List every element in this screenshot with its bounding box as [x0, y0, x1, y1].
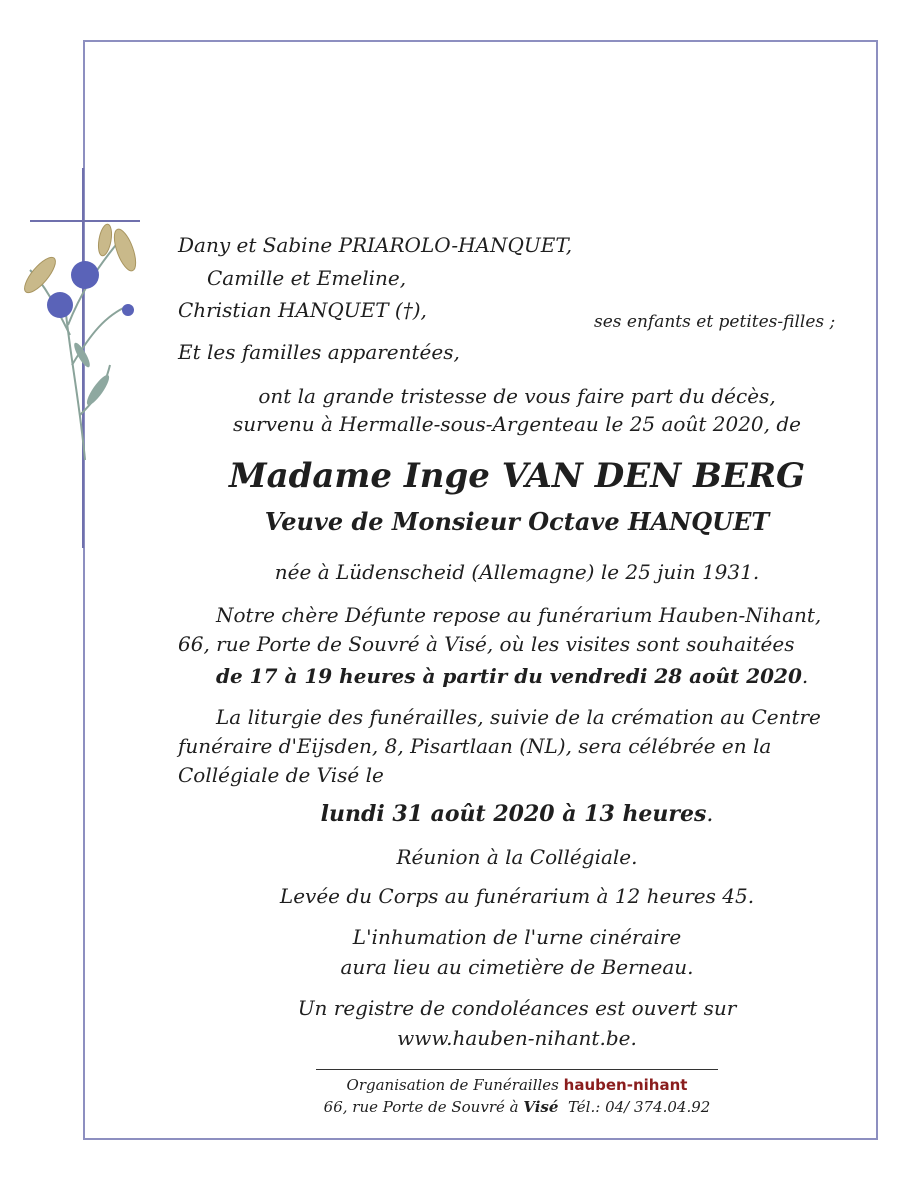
liturgy-line-1: La liturgie des funérailles, suivie de la crémation au Centre	[216, 705, 821, 729]
visitation-hours-text: de 17 à 19 heures à partir du vendredi 28 août 2020	[216, 664, 802, 688]
announcement-line-1: ont la grande tristesse de vous faire part du décès,	[258, 384, 776, 408]
footer-address-prefix: 66, rue Porte de Souvré à	[323, 1098, 519, 1116]
visitation-line-1: Notre chère Défunte repose au funérarium Hauben-Nihant,	[216, 603, 822, 627]
meeting-note: Réunion à la Collégiale.	[396, 845, 638, 869]
liturgy-date-end: .	[706, 802, 714, 827]
visitation-hours	[216, 662, 906, 691]
liturgy-date-text: lundi 31 août 2020 à 13 heures	[320, 801, 707, 827]
liturgy-line-2: funéraire d'Eijsden, 8, Pisartlaan (NL), sera célébrée en la	[178, 734, 772, 758]
visitation-hours-end: .	[801, 664, 809, 688]
family-relation: ses enfants et petites-filles ;	[594, 312, 836, 332]
levee-note: Levée du Corps au funérarium à 12 heures 45.	[279, 884, 755, 908]
footer-city: Visé	[523, 1098, 559, 1116]
brand-logo-text: hauben-nihant	[563, 1076, 688, 1094]
deceased-name: Madame Inge VAN DEN BERG	[228, 456, 806, 496]
footer-org-prefix: Organisation de Funérailles	[346, 1076, 559, 1094]
urn-line-1: L'inhumation de l'urne cinéraire	[352, 925, 682, 949]
liturgy-line-3: Collégiale de Visé le	[178, 763, 384, 787]
visitation-line-2: 66, rue Porte de Souvré à Visé, où les visites sont souhaitées	[178, 632, 795, 656]
deceased-subtitle: Veuve de Monsieur Octave HANQUET	[264, 507, 770, 536]
register-line-1: Un registre de condoléances est ouvert sur	[297, 996, 737, 1020]
footer-address	[176, 1098, 858, 1116]
footer-organisation	[176, 1076, 858, 1094]
announcement-line-2: survenu à Hermalle-sous-Argenteau le 25 août 2020, de	[232, 412, 801, 436]
family-line-1: Dany et Sabine PRIAROLO-HANQUET,	[178, 233, 573, 257]
urn-line-2: aura lieu au cimetière de Berneau.	[340, 955, 694, 979]
cornflower-wheat-icon	[10, 215, 160, 465]
register-link[interactable]: www.hauben-nihant.be.	[397, 1026, 637, 1050]
family-line-3: Christian HANQUET (†),	[178, 298, 427, 322]
family-line-4: Et les familles apparentées,	[178, 340, 460, 364]
birth-line: née à Lüdenscheid (Allemagne) le 25 juin 1931.	[274, 560, 760, 584]
footer-divider	[316, 1069, 718, 1070]
liturgy-date	[176, 800, 858, 829]
family-line-2: Camille et Emeline,	[207, 266, 407, 290]
footer-phone: Tél.: 04/ 374.04.92	[567, 1098, 711, 1116]
